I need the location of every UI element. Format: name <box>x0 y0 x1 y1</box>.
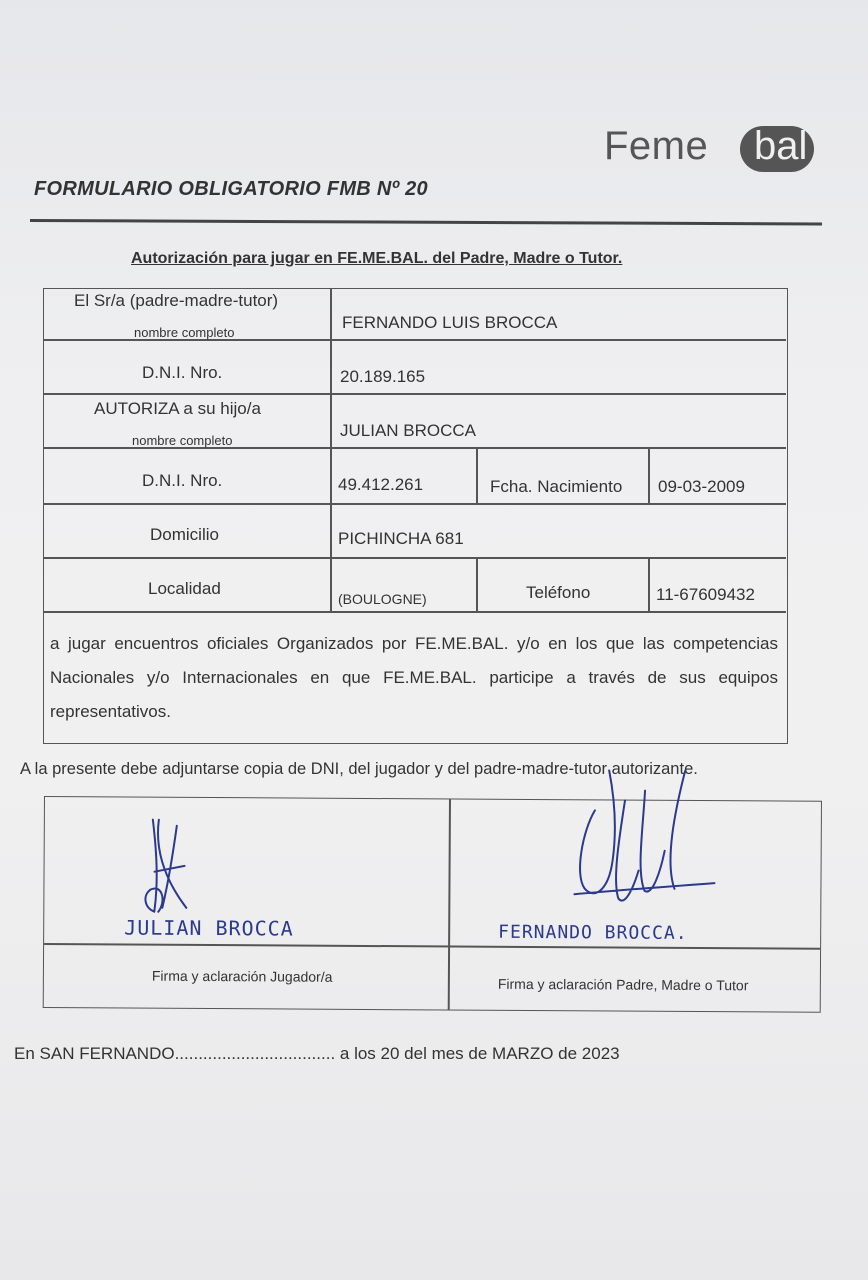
locality-value: (BOULOGNE) <box>338 591 427 607</box>
player-handwritten-name: JULIAN BROCCA <box>124 915 294 941</box>
child-name-value: JULIAN BROCCA <box>340 421 477 440</box>
logo-text-right: bal <box>754 124 808 168</box>
signature-table <box>43 796 822 1013</box>
parent-dni-label: D.N.I. Nro. <box>142 363 223 382</box>
authorization-paragraph: a jugar encuentros oficiales Organizados por FE.ME.BAL. y/o en los que las competencias Nacionales y/o Internacionales en que FE.ME.BAL. participe a través de sus equipos representativos. <box>50 634 778 721</box>
birth-date-label: Fcha. Nacimiento <box>490 477 623 496</box>
parent-signature-drawing <box>524 770 745 941</box>
title-divider <box>30 219 822 225</box>
child-dni-label: D.N.I. Nro. <box>142 471 223 490</box>
birth-date-value: 09-03-2009 <box>658 477 745 496</box>
authorization-table <box>43 288 788 744</box>
phone-value: 11-67609432 <box>656 585 755 604</box>
parent-dni-value: 20.189.165 <box>340 367 426 386</box>
address-label: Domicilio <box>150 525 219 544</box>
logo-text-left: Feme <box>604 124 709 168</box>
parent-name-value: FERNANDO LUIS BROCCA <box>342 313 558 332</box>
place-date-line: En SAN FERNANDO.................................. a los 20 del mes de MARZO de 2023 <box>14 1044 620 1063</box>
player-signature-caption: Firma y aclaración Jugador/a <box>151 967 333 985</box>
child-dni-value: 49.412.261 <box>338 475 424 494</box>
form-subtitle: Autorización para jugar en FE.ME.BAL. del Padre, Madre o Tutor. <box>131 250 623 267</box>
locality-label: Localidad <box>148 579 221 598</box>
dni-notice: A la presente debe adjuntarse copia de DNI, del jugador y del padre-madre-tutor autorizante. <box>20 760 698 778</box>
parent-sublabel: nombre completo <box>134 325 235 340</box>
parent-signature-caption: Firma y aclaración Padre, Madre o Tutor <box>497 975 749 994</box>
child-sublabel: nombre completo <box>132 433 233 448</box>
phone-label: Teléfono <box>526 583 591 602</box>
parent-handwritten-name: FERNANDO BROCCA. <box>498 921 688 944</box>
femebal-logo <box>604 122 824 178</box>
form-title: FORMULARIO OBLIGATORIO FMB Nº 20 <box>34 178 428 200</box>
address-value: PICHINCHA 681 <box>338 529 464 548</box>
child-label: AUTORIZA a su hijo/a <box>94 399 261 418</box>
parent-label: El Sr/a (padre-madre-tutor) <box>74 291 279 310</box>
